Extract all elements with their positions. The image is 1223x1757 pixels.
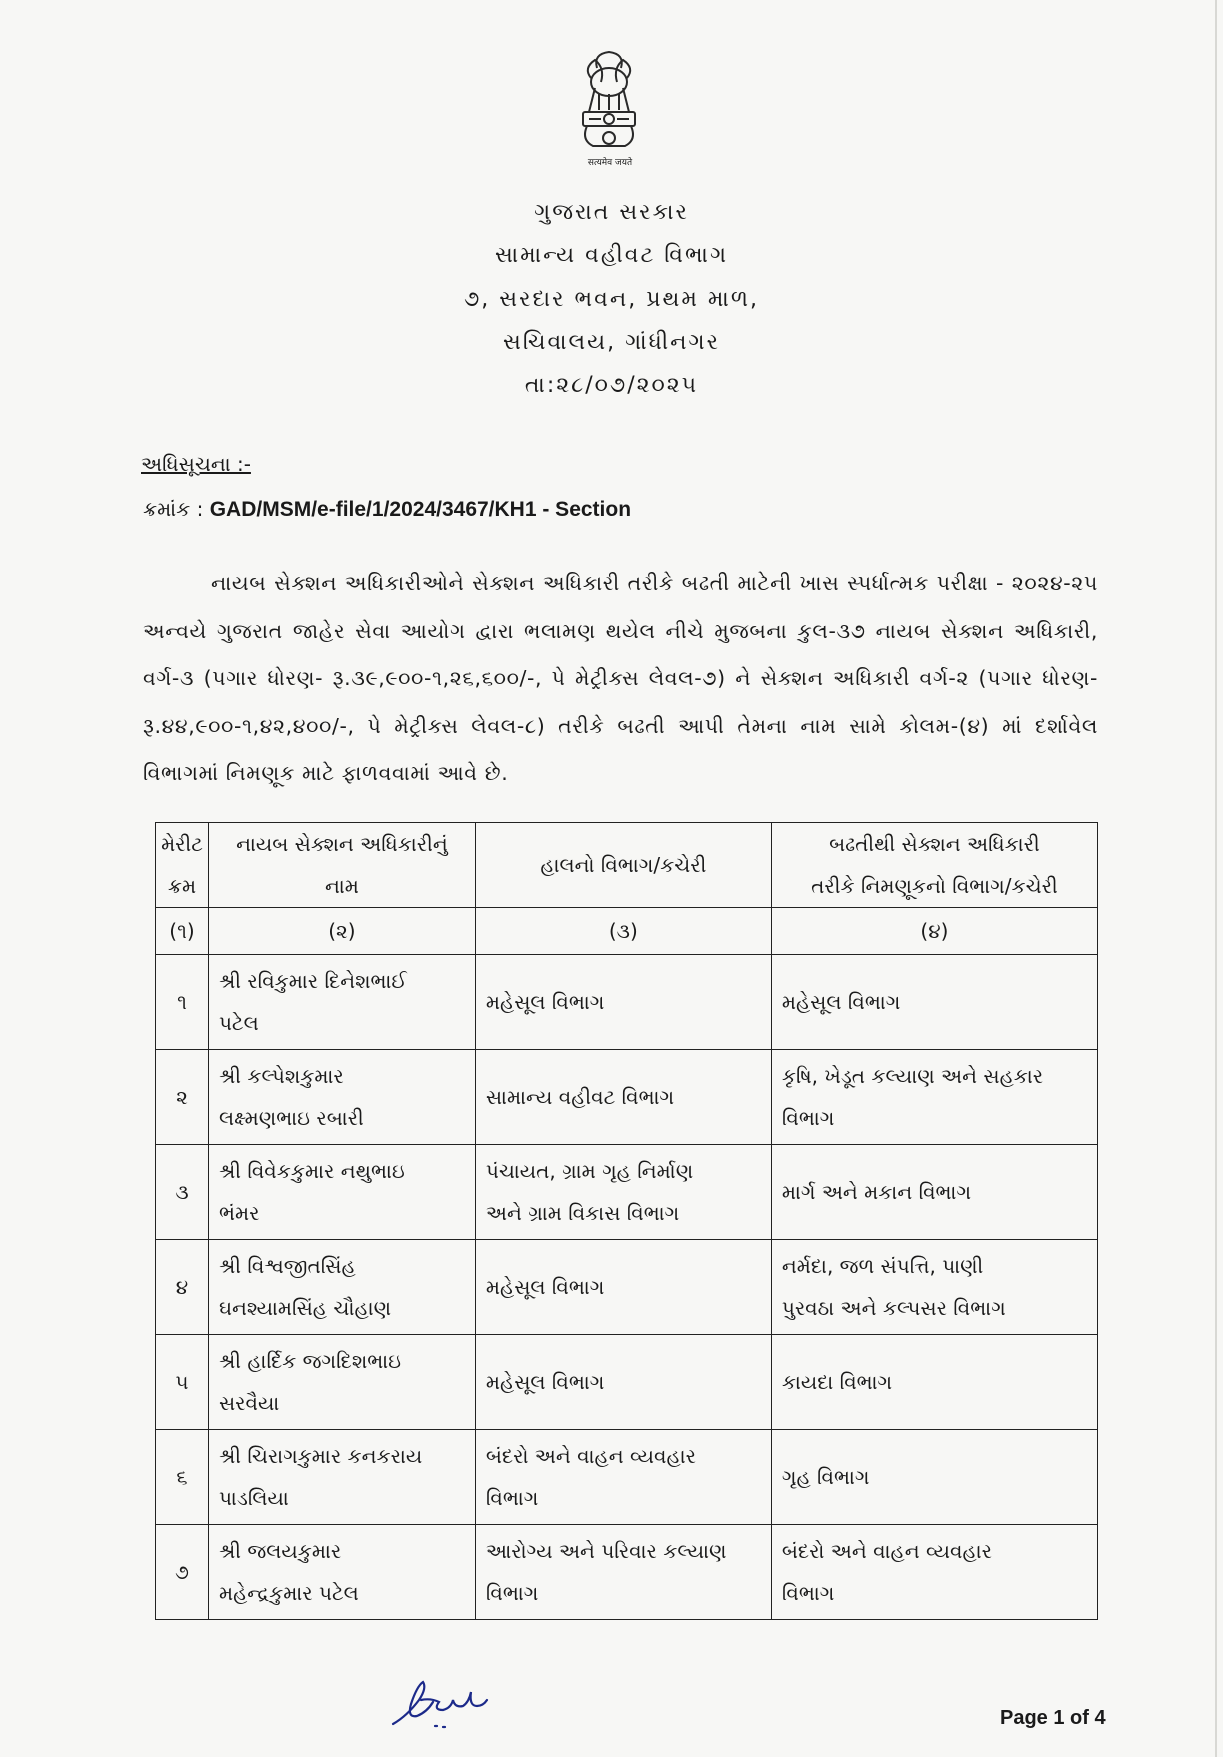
- page-edge-divider: [1215, 0, 1217, 1757]
- notification-label: અધિસૂચના :-: [141, 452, 251, 476]
- current-department-cell: પંચાયત, ગ્રામ ગૃહ નિર્માણ અને ગ્રામ વિકાસ વિભાગ: [475, 1145, 771, 1240]
- header-name: નાયબ સેક્શન અધિકારીનું નામ: [208, 823, 475, 908]
- officer-name-cell: શ્રી ચિરાગકુમાર કનકરાય પાડલિયા: [208, 1430, 475, 1525]
- table-row: [156, 1240, 1098, 1335]
- column-number: (૧): [156, 908, 209, 955]
- posting-department-cell: કાયદા વિભાગ: [771, 1335, 1097, 1430]
- header-posting-dept: બઢતીથી સેક્શન અધિકારી તરીકે નિમણૂકનો વિભાગ/કચેરી: [771, 823, 1097, 908]
- officer-name-cell: શ્રી વિશ્વજીતસિંહ ઘનશ્યામસિંહ ચૌહાણ: [208, 1240, 475, 1335]
- current-department-cell: સામાન્ય વહીવટ વિભાગ: [475, 1050, 771, 1145]
- state-emblem-icon: [569, 48, 649, 166]
- merit-number-cell: ૭: [156, 1525, 209, 1620]
- merit-number-cell: ૩: [156, 1145, 209, 1240]
- merit-number-cell: ૫: [156, 1335, 209, 1430]
- column-number-row: [156, 908, 1098, 955]
- table-row: [156, 955, 1098, 1050]
- body-paragraph: નાયબ સેક્શન અધિકારીઓને સેક્શન અધિકારી તરીકે બઢતી માટેની ખાસ સ્પર્ધાત્મક પરીક્ષા - ૨૦૨૪-૨૫ અન્વયે ગુજરાત જાહેર સેવા આયોગ દ્વારા ભલામણ થયેલ નીચે મુજબના કુલ-૩૭ નાયબ સેક્શન અધિકારી, વર્ગ-૩ (પગાર ધોરણ- રૂ.૩૯,૯૦૦-૧,૨૬,૬૦૦/-, પે મેટ્રીક્સ લેવલ-૭) ને સેક્શન અધિકારી વર્ગ-૨ (પગાર ધોરણ- રૂ.૪૪,૯૦૦-૧,૪૨,૪૦૦/-, પે મેટ્રીક્સ લેવલ-૮) તરીકે બઢતી આપી તેમના નામ સામે કોલમ-(૪) માં દર્શાવેલ વિભાગમાં નિમણૂક માટે ફાળવવામાં આવે છે.: [143, 571, 1098, 785]
- reference-line: [143, 497, 631, 522]
- header-current-dept: હાલનો વિભાગ/કચેરી: [475, 823, 771, 908]
- posting-department-cell: નર્મદા, જળ સંપત્તિ, પાણી પુરવઠા અને કલ્પસર વિભાગ: [771, 1240, 1097, 1335]
- header-date: તા:૨૮/૦૭/૨૦૨૫: [524, 373, 699, 398]
- reference-label: ક્રમાંક :: [143, 497, 204, 521]
- current-department-cell: બંદરો અને વાહન વ્યવહાર વિભાગ: [475, 1430, 771, 1525]
- officer-name-cell: શ્રી જલયકુમાર મહેન્દ્રકુમાર પટેલ: [208, 1525, 475, 1620]
- header-merit: મેરીટ ક્રમ: [156, 823, 209, 908]
- officer-name-cell: શ્રી હાર્દિક જગદિશભાઇ સરવૈયા: [208, 1335, 475, 1430]
- posting-department-cell: મહેસૂલ વિભાગ: [771, 955, 1097, 1050]
- header-address-line1: ૭, સરદાર ભવન, પ્રથમ માળ,: [464, 287, 759, 312]
- merit-number-cell: ૬: [156, 1430, 209, 1525]
- merit-table: [155, 822, 1098, 1620]
- table-row: [156, 1145, 1098, 1240]
- posting-department-cell: કૃષિ, ખેડૂત કલ્યાણ અને સહકાર વિભાગ: [771, 1050, 1097, 1145]
- column-number: (૩): [475, 908, 771, 955]
- current-department-cell: મહેસૂલ વિભાગ: [475, 1335, 771, 1430]
- posting-department-cell: ગૃહ વિભાગ: [771, 1430, 1097, 1525]
- emblem-motto: सत्यमेव जयते: [587, 158, 633, 168]
- column-number: (૪): [771, 908, 1097, 955]
- table-header-row: [156, 823, 1098, 908]
- merit-number-cell: ૧: [156, 955, 209, 1050]
- officer-name-cell: શ્રી રવિકુમાર દિનેશભાઈ પટેલ: [208, 955, 475, 1050]
- header-department: સામાન્ય વહીવટ વિભાગ: [494, 243, 729, 268]
- posting-department-cell: માર્ગ અને મકાન વિભાગ: [771, 1145, 1097, 1240]
- current-department-cell: આરોગ્ય અને પરિવાર કલ્યાણ વિભાગ: [475, 1525, 771, 1620]
- table-row: [156, 1050, 1098, 1145]
- table-body: [156, 955, 1098, 1620]
- officer-name-cell: શ્રી વિવેકકુમાર નથુભાઇ ભંમર: [208, 1145, 475, 1240]
- header-government: ગુજરાત સરકાર: [534, 200, 689, 225]
- column-number: (૨): [208, 908, 475, 955]
- signature: [385, 1672, 505, 1732]
- current-department-cell: મહેસૂલ વિભાગ: [475, 1240, 771, 1335]
- table-row: [156, 1430, 1098, 1525]
- header-address-line2: સચિવાલય, ગાંધીનગર: [503, 330, 720, 355]
- merit-number-cell: ૪: [156, 1240, 209, 1335]
- table-row: [156, 1335, 1098, 1430]
- table-row: [156, 1525, 1098, 1620]
- merit-number-cell: ૨: [156, 1050, 209, 1145]
- current-department-cell: મહેસૂલ વિભાગ: [475, 955, 771, 1050]
- officer-name-cell: શ્રી કલ્પેશકુમાર લક્ષ્મણભાઇ રબારી: [208, 1050, 475, 1145]
- reference-number: GAD/MSM/e-file/1/2024/3467/KH1 - Section: [209, 498, 632, 521]
- page-number: Page 1 of 4: [1000, 1707, 1106, 1729]
- posting-department-cell: બંદરો અને વાહન વ્યવહાર વિભાગ: [771, 1525, 1097, 1620]
